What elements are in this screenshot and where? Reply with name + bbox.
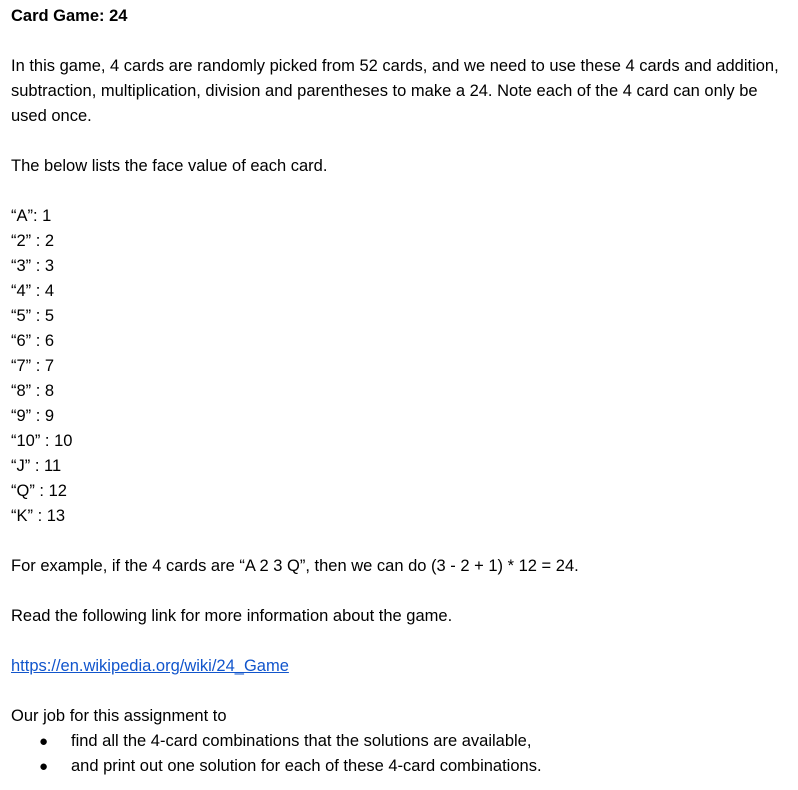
face-value-item: “10” : 10 — [11, 432, 73, 450]
bullet-icon: ● — [39, 733, 49, 750]
document-body — [11, 4, 797, 779]
face-value-intro: The below lists the face value of each card. — [11, 157, 328, 175]
face-value-item: “J” : 11 — [11, 457, 62, 475]
face-value-list — [11, 204, 797, 529]
intro-paragraph: In this game, 4 cards are randomly picked from 52 cards, and we need to use these 4 cards and addition, subtraction, multiplication, division and parentheses to make a 24. Note each of the 4 card can only be used once. — [11, 57, 779, 125]
face-value-item: “3” : 3 — [11, 257, 55, 275]
wikipedia-link[interactable]: https://en.wikipedia.org/wiki/24_Game — [11, 657, 289, 675]
bullet-text: and print out one solution for each of these 4-card combinations. — [71, 757, 542, 775]
bullet-text: find all the 4-card combinations that the solutions are available, — [71, 732, 532, 750]
example-text: For example, if the 4 cards are “A 2 3 Q”, then we can do (3 - 2 + 1) * 12 = 24. — [11, 557, 579, 575]
spacer — [11, 579, 797, 604]
page-title: Card Game: 24 — [11, 7, 128, 25]
link-intro: Read the following link for more information about the game. — [11, 607, 453, 625]
face-value-item: “2” : 2 — [11, 232, 55, 250]
spacer — [11, 629, 797, 654]
face-value-item: “5” : 5 — [11, 307, 55, 325]
face-value-item: “4” : 4 — [11, 282, 55, 300]
face-value-item: “K” : 13 — [11, 507, 66, 525]
face-value-item: “9” : 9 — [11, 407, 55, 425]
face-value-item: “7” : 7 — [11, 357, 55, 375]
bullet-icon: ● — [39, 758, 49, 775]
spacer — [11, 679, 797, 704]
face-value-item: “6” : 6 — [11, 332, 55, 350]
face-value-item: “Q” : 12 — [11, 482, 67, 500]
face-value-item: “A”: 1 — [11, 207, 52, 225]
spacer — [11, 529, 797, 554]
job-bullet-list — [11, 729, 797, 779]
spacer — [11, 29, 797, 54]
list-item — [11, 754, 797, 779]
list-item — [11, 729, 797, 754]
spacer — [11, 129, 797, 154]
job-intro: Our job for this assignment to — [11, 707, 227, 725]
face-value-item: “8” : 8 — [11, 382, 55, 400]
spacer — [11, 179, 797, 204]
